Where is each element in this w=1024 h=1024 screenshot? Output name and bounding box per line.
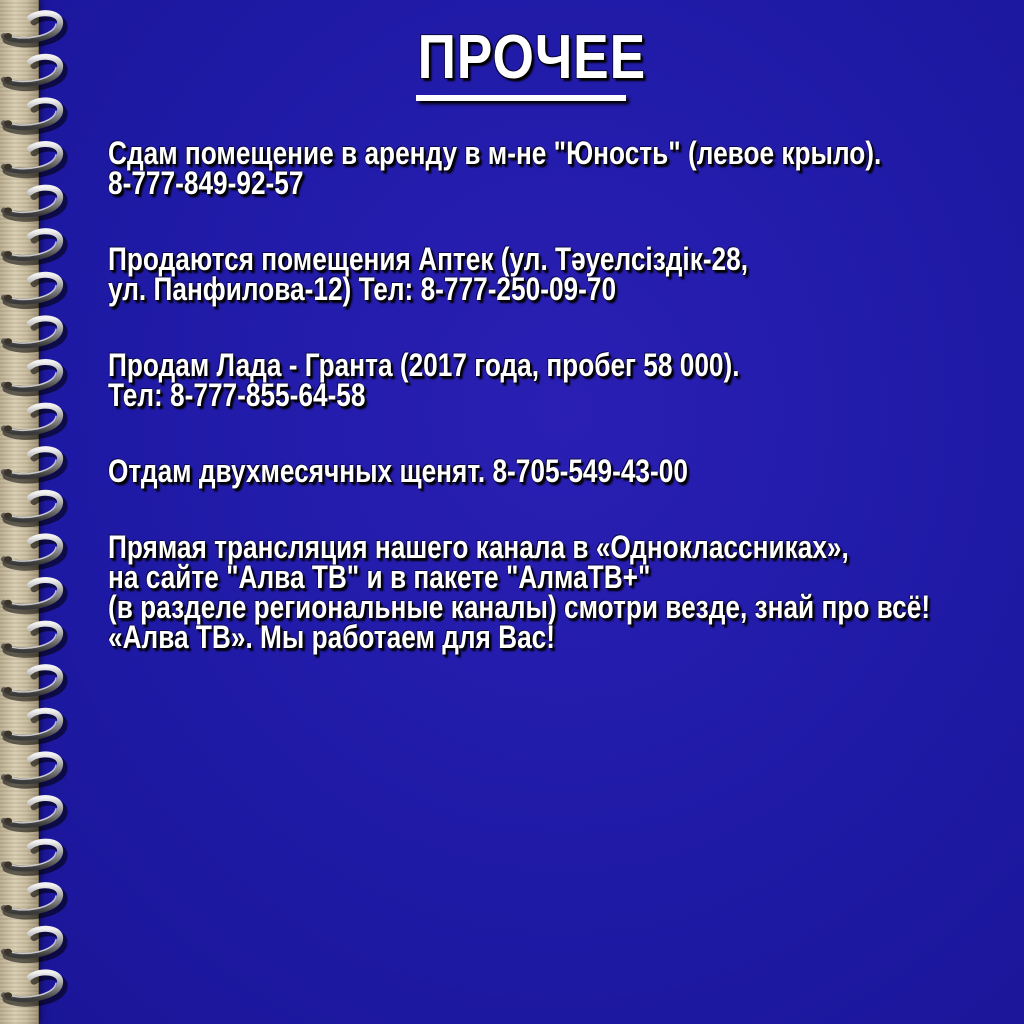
spiral-ring-icon: [4, 493, 64, 524]
ad-item-pharmacy-sale: [108, 241, 1008, 307]
spiral-ring-icon: [4, 798, 64, 829]
title-container: [0, 22, 1024, 94]
spiral-ring-icon: [4, 580, 64, 611]
spiral-ring-icon: [4, 972, 64, 1003]
spiral-ring-icon: [4, 231, 64, 262]
spiral-ring-icon: [4, 754, 64, 785]
ad-line: на сайте "Алва ТВ" и в пакете "АлмаТВ+": [108, 559, 651, 595]
spiral-ring-icon: [4, 318, 64, 349]
spiral-ring-icon: [4, 100, 64, 131]
ad-line: Отдам двухмесячных щенят. 8-705-549-43-00: [108, 453, 688, 489]
ad-line: Сдам помещение в аренду в м-не "Юность" (левое крыло).: [108, 135, 882, 171]
ad-line: Продам Лада - Гранта (2017 года, пробег 58 000).: [108, 347, 740, 383]
spiral-ring-icon: [4, 536, 64, 567]
spiral-binding-icon: [0, 0, 80, 1024]
page-title: ПРОЧЕЕ: [417, 23, 647, 92]
ad-item-car-sale: [108, 347, 1008, 413]
ad-item-puppies: [108, 453, 1008, 489]
spiral-ring-icon: [4, 667, 64, 698]
ad-line: ул. Панфилова-12) Тел: 8-777-250-09-70: [108, 271, 617, 307]
ad-phone: Тел: 8-777-855-64-58: [108, 377, 366, 413]
spiral-ring-icon: [4, 842, 64, 873]
ad-item-channel-promo: [108, 529, 1008, 655]
spiral-ring-icon: [4, 449, 64, 480]
spiral-ring-icon: [4, 275, 64, 306]
spiral-ring-icon: [4, 144, 64, 175]
spiral-ring-icon: [4, 929, 64, 960]
spiral-ring-icon: [4, 362, 64, 393]
title-underline: [416, 95, 626, 101]
ad-phone: 8-777-849-92-57: [108, 165, 304, 201]
ad-item-office-rent: [108, 135, 1008, 201]
spiral-ring-icon: [4, 885, 64, 916]
ad-line: «Алва ТВ». Мы работаем для Вас!: [108, 619, 555, 655]
ad-line: Продаются помещения Аптек (ул. Тәуелсіздік-28,: [108, 241, 749, 277]
ad-line: Прямая трансляция нашего канала в «Одноклассниках»,: [108, 529, 849, 565]
ads-list: [108, 135, 1008, 698]
ad-line: (в разделе региональные каналы) смотри везде, знай про всё!: [108, 589, 931, 625]
spiral-ring-icon: [4, 406, 64, 437]
spiral-ring-icon: [4, 711, 64, 742]
spiral-ring-icon: [4, 188, 64, 219]
spiral-ring-icon: [4, 624, 64, 655]
